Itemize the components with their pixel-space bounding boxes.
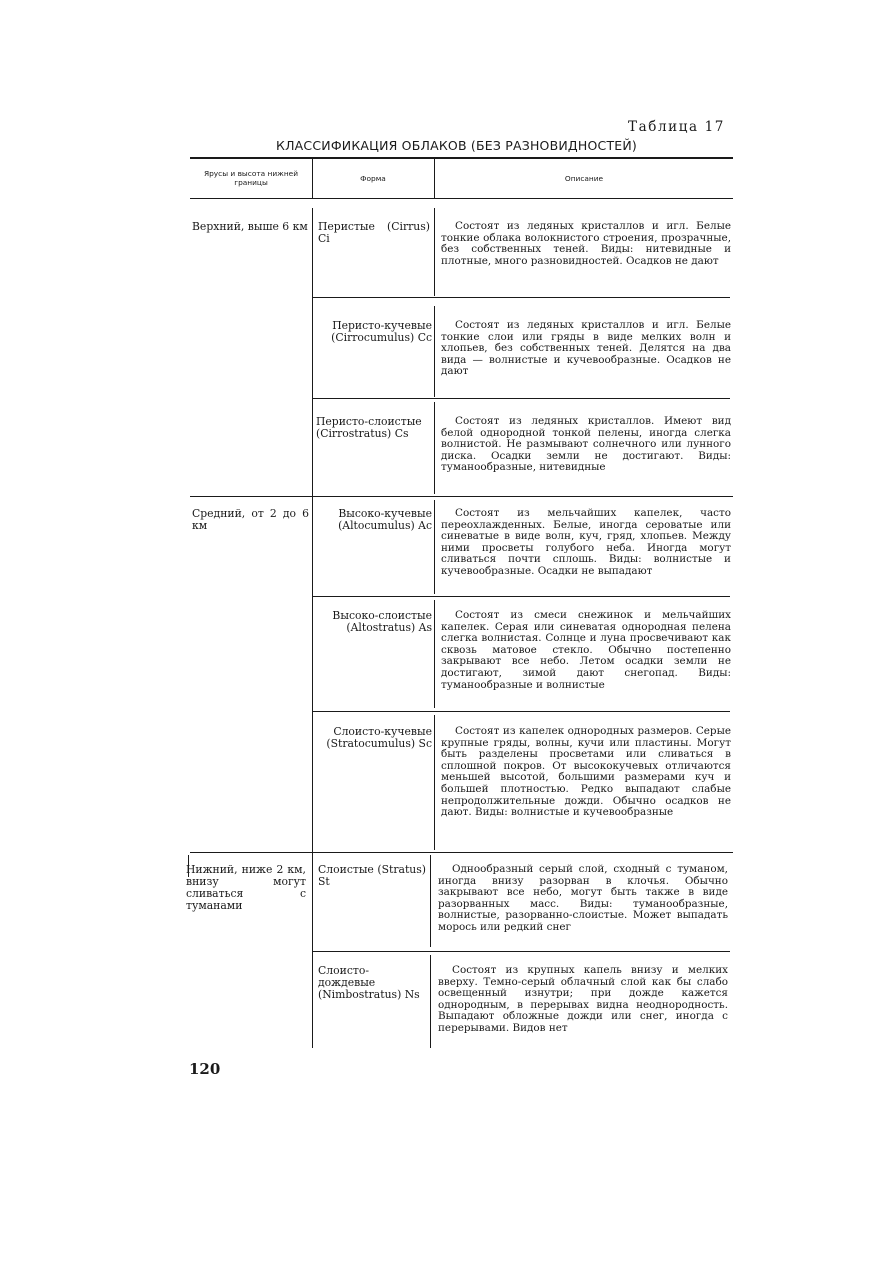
header-tier: Ярусы и высота нижней границы bbox=[203, 169, 299, 187]
tier-upper: Верхний, выше 6 км bbox=[192, 220, 308, 233]
form-altocumulus: Высоко-кучевые (Altocumulus) Ac bbox=[338, 507, 432, 532]
description-altocumulus: Состоят из мельчайших капелек, часто переохлажденных. Белые, иногда сероватые или синеватые в виде волн, куч, гряд, хлопьев. Между ними просветы голубого неба. Иногда могут сливаться почти сплошь. Виды: волнистые и кучевообразные. Осадки не выпадают bbox=[441, 507, 731, 577]
row-separator bbox=[312, 398, 730, 399]
column-divider-form-description bbox=[434, 715, 435, 850]
column-divider-form-description bbox=[434, 158, 435, 198]
description-cirrocumulus: Состоят из ледяных кристаллов и игл. Белые тонкие слои или гряды в виде мелких волн и хлопьев, без собственных теней. Делятся на два вида — волнистые и кучевообразные. Осадков не дают bbox=[441, 319, 731, 378]
row-separator bbox=[312, 711, 730, 712]
row-separator bbox=[312, 951, 730, 952]
description-stratus: Однообразный серый слой, сходный с туманом, иногда внизу разорван в клочья. Обычно закрывают все небо, могут быть также в виде разорванных масс. Виды: туманообразные, волнистые, разорванно-слоистые. Может выпадать морось или редкий снег bbox=[438, 863, 728, 933]
form-stratocumulus: Слоисто-кучевые (Stratocumulus) Sc bbox=[326, 725, 432, 750]
column-divider-tier-form bbox=[312, 208, 313, 1048]
header-description: Описание bbox=[564, 174, 604, 183]
column-divider-form-description bbox=[430, 855, 431, 947]
column-divider-tier-form bbox=[312, 158, 313, 198]
form-cirrus: Перистые (Cirrus) Ci bbox=[318, 220, 430, 245]
form-altostratus: Высоко-слоистые (Altostratus) As bbox=[332, 609, 432, 634]
description-altostratus: Состоят из смеси снежинок и мельчайших капелек. Серая или синеватая однородная пелена слегка волнистая. Солнце и луна просвечивают как сквозь матовое стекло. Обычно постепенно закрывают все небо. Летом осадки земли не достигают, зимой дают снегопад. Виды: туманообразные и волнистые bbox=[441, 609, 731, 691]
row-separator bbox=[312, 297, 730, 298]
column-divider-form-description bbox=[434, 500, 435, 594]
column-divider-form-description bbox=[434, 402, 435, 494]
column-divider-form-description bbox=[434, 208, 435, 296]
description-stratocumulus: Состоят из капелек однородных размеров. Серые крупные гряды, волны, кучи или пластины. Могут быть разделены просветами или сливаться в сплошной покров. От высококучевых отличаются меньшей высотой, большими размерами куч и большей плотностью. Редко выпадают слабые непродолжительные дожди. Обычно осадков не дают. Виды: волнистые и кучевообразные bbox=[441, 725, 731, 819]
header-form: Форма bbox=[360, 174, 386, 183]
table-title: КЛАССИФИКАЦИЯ ОБЛАКОВ (БЕЗ РАЗНОВИДНОСТЕЙ) bbox=[276, 138, 638, 153]
description-nimbostratus: Состоят из крупных капель внизу и мелких вверху. Темно-серый облачный слой как бы слабо освещенный изнутри; при дожде кажется однородным, в перерывах видна неоднородность. Выпадают обложные дожди или снег, иногда с перерывами. Видов нет bbox=[438, 964, 728, 1034]
column-divider-form-description bbox=[430, 955, 431, 1048]
table-number: Таблица 17 bbox=[628, 119, 725, 135]
column-divider-form-description bbox=[434, 306, 435, 397]
tier-middle: Средний, от 2 до 6 км bbox=[192, 507, 309, 532]
row-separator bbox=[312, 596, 730, 597]
form-nimbostratus: Слоисто-дождевые (Nimbostratus) Ns bbox=[318, 964, 420, 1001]
description-cirrostratus: Состоят из ледяных кристаллов. Имеют вид белой однородной тонкой пелены, иногда слегка волнистой. Не размывают солнечного или лунного диска. Осадки земли не достигают. Виды: туманообразные, нитевидные bbox=[441, 415, 731, 474]
header-bottom-rule bbox=[190, 198, 733, 199]
form-cirrocumulus: Перисто-кучевые (Cirrocumulus) Cc bbox=[331, 319, 432, 344]
header-top-rule bbox=[190, 157, 733, 159]
description-cirrus: Состоят из ледяных кристаллов и игл. Белые тонкие облака волокнистого строения, прозрачные, без собственных теней. Виды: нитевидные и плотные, много разновидностей. Осадков не дают bbox=[441, 220, 731, 267]
form-cirrostratus: Перисто-слоистые (Cirrostratus) Cs bbox=[316, 415, 422, 440]
page-number: 120 bbox=[189, 1060, 221, 1078]
form-stratus: Слоистые (Stratus) St bbox=[318, 863, 426, 888]
column-divider-form-description bbox=[434, 600, 435, 708]
tier-separator bbox=[190, 496, 733, 497]
tier-separator bbox=[190, 852, 733, 853]
tier-lower: Нижний, ниже 2 км, внизу могут сливаться с туманами bbox=[186, 863, 306, 912]
